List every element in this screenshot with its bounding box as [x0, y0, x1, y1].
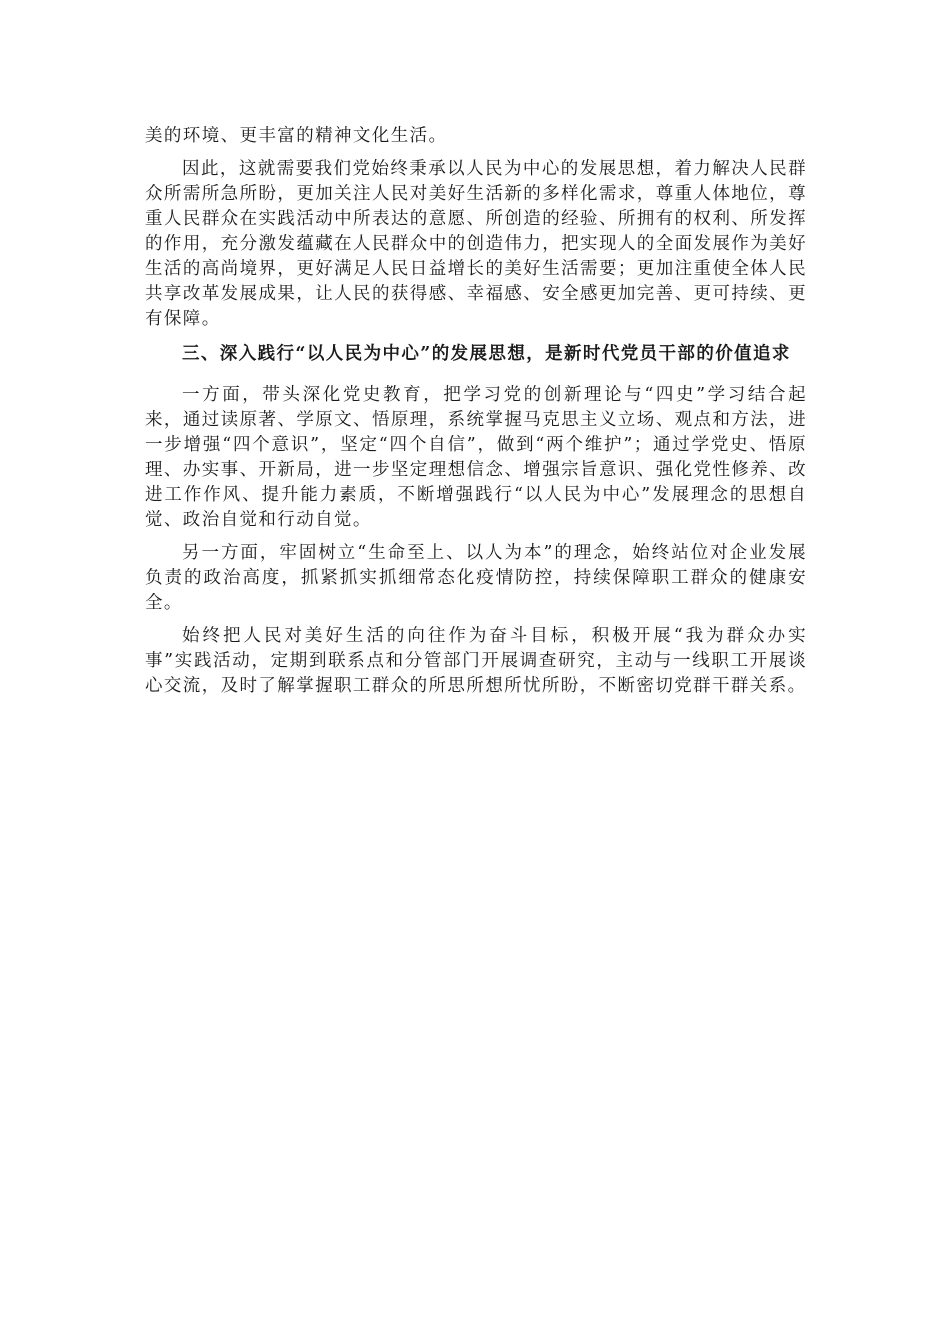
paragraph-people-centered: 因此，这就需要我们党始终秉承以人民为中心的发展思想，着力解决人民群众所需所急所盼，更加关注人民对美好生活新的多样化需求，尊重人体地位，尊重人民群众在实践活动中所表达的意愿、所创造的经验、所拥有的权利、所发挥的作用，充分激发蕴藏在人民群众中的创造伟力，把实现人的全面发展作为美好生活的高尚境界，更好满足人民日益增长的美好生活需要；更加注重使全体人民共享改革发展成果，让人民的获得感、幸福感、安全感更加完善、更可持续、更有保障。 [145, 159, 807, 329]
paragraph-party-history: 一方面，带头深化党史教育，把学习党的创新理论与“四史”学习结合起来，通过读原著、学原文、悟原理，系统掌握马克思主义立场、观点和方法，进一步增强“四个意识”，坚定“四个自信”，做到“两个维护”；通过学党史、悟原理、办实事、开新局，进一步坚定理想信念、增强宗旨意识、强化党性修养、改进工作作风、提升能力素质，不断增强践行“以人民为中心”发展理念的思想自觉、政治自觉和行动自觉。 [145, 385, 807, 530]
paragraph-practical-action: 始终把人民对美好生活的向往作为奋斗目标，积极开展“我为群众办实事”实践活动，定期到联系点和分管部门开展调查研究，主动与一线职工开展谈心交流，及时了解掌握职工群众的所思所想所忧所盼，不断密切党群干群关系。 [145, 626, 807, 696]
paragraph-epidemic-control: 另一方面，牢固树立“生命至上、以人为本”的理念，始终站位对企业发展负责的政治高度，抓紧抓实抓细常态化疫情防控，持续保障职工群众的健康安全。 [145, 543, 807, 613]
document-page [145, 124, 807, 699]
section-heading: 三、深入践行“以人民为中心”的发展思想，是新时代党员干部的价值追求 [182, 344, 791, 364]
paragraph-continuation: 美的环境、更丰富的精神文化生活。 [145, 126, 448, 146]
